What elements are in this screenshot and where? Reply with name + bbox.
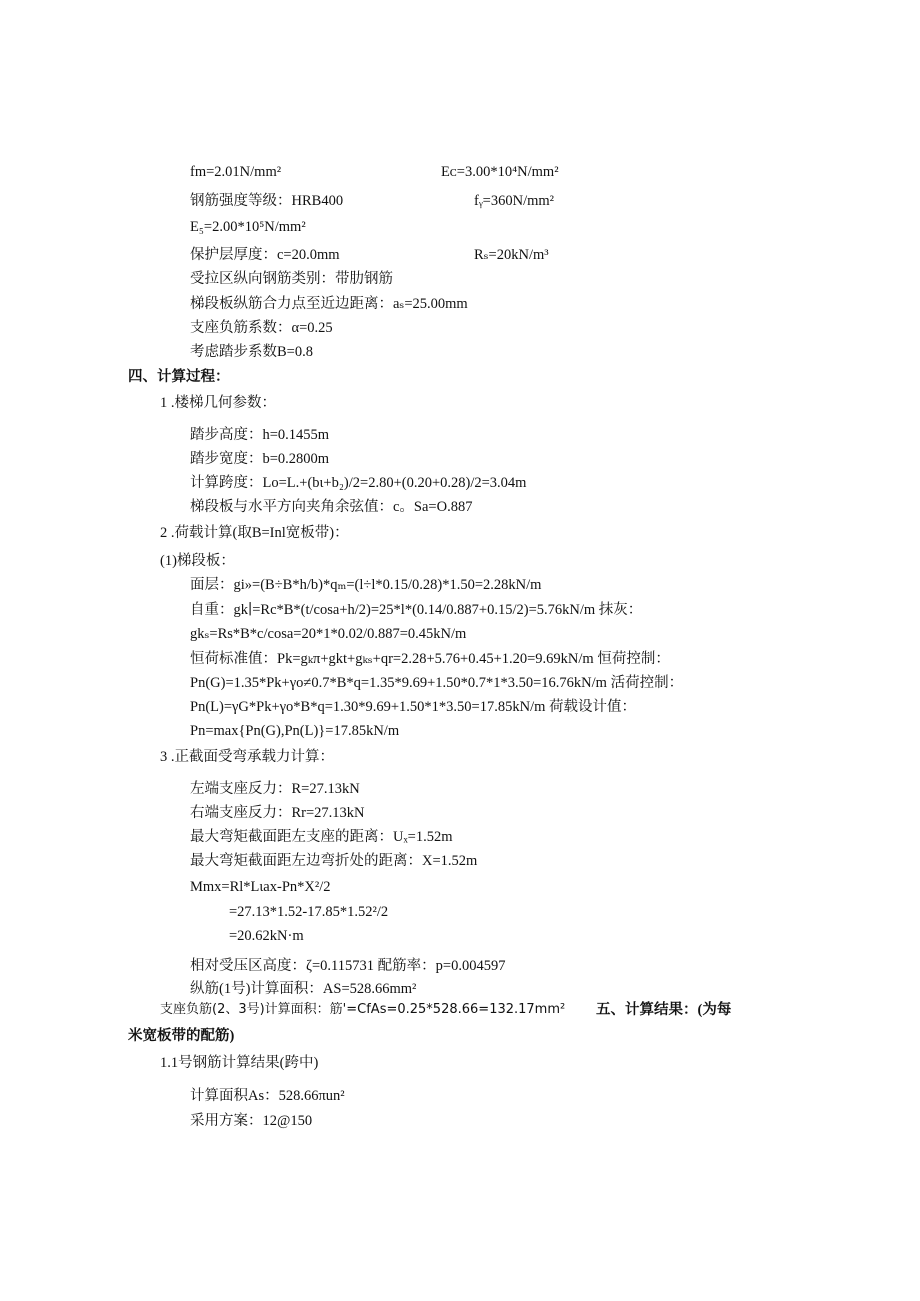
s2-plaster: gkₛ=Rs*B*c/cosa=20*1*0.02/0.887=0.45kN/m (190, 626, 467, 642)
s3-reaction-left: 左端支座反力：R=27.13kN (190, 781, 360, 797)
param-rs: Rₛ=20kN/m³ (474, 247, 549, 263)
s3-as1: 纵筋(1号)计算面积：AS=528.66mm² (190, 981, 417, 997)
s2-pn: Pn=max{Pn(G),Pn(L)}=17.85kN/m (190, 723, 400, 739)
s3-x: 最大弯矩截面距左边弯折处的距离：X=1.52m (190, 853, 478, 869)
section5-heading-a: 五、计算结果：(为每 (596, 1002, 732, 1018)
param-support-coef: 支座负筋系数：α=0.25 (190, 320, 333, 336)
s3-mmx3: =20.62kN·m (229, 928, 304, 944)
s1-step-width: 踏步宽度：b=0.2800m (190, 451, 330, 467)
s3-as23: 支座负筋(2、3号)计算面积：筋'=CfAs=0.25*528.66=132.17mm² (160, 1002, 566, 1017)
param-fm: fm=2.01N/mm² (190, 164, 282, 180)
s2-title: 2 .荷载计算(取B=Inl宽板带)： (160, 525, 349, 541)
r1-scheme: 采用方案：12@150 (190, 1113, 313, 1129)
s3-ux: 最大弯矩截面距左支座的距离：Uₓ=1.52m (190, 829, 453, 845)
s1-cos: 梯段板与水平方向夹角余弦值：c。Sa=O.887 (190, 499, 473, 515)
param-ec: Eᴄ=3.00*10⁴N/mm² (441, 164, 559, 180)
s1-step-height: 踏步高度：h=0.1455m (190, 427, 330, 443)
s2-self: 自重：gk∣=Rc*B*(t/cosa+h/2)=25*l*(0.14/0.887+0.15/2)=5.76kN/m 抹灰： (190, 602, 643, 618)
param-step-coef: 考虑踏步系数B=0.8 (190, 344, 313, 360)
s3-reaction-right: 右端支座反力：Rr=27.13kN (190, 805, 365, 821)
s3-title: 3 .正截面受弯承载力计算： (160, 749, 334, 765)
section4-heading: 四、计算过程： (128, 369, 230, 385)
s2-dead: 恒荷标准值：Pk=gₖπ+gkt+gₖₛ+qr=2.28+5.76+0.45+1.20=9.69kN/m 恒荷控制： (190, 651, 670, 667)
param-cover: 保护层厚度：c=20.0mm (190, 247, 340, 263)
s2-surface: 面层：gi»=(B÷B*h/b)*qₘ=(l÷l*0.15/0.28)*1.50=2.28kN/m (190, 577, 542, 593)
s1-title: 1 .楼梯几何参数： (160, 395, 276, 411)
s3-mmx2: =27.13*1.52-17.85*1.52²/2 (229, 904, 389, 920)
section5-heading-b: 米宽板带的配筋) (128, 1028, 235, 1044)
s1-span: 计算跨度：Lo=L.+(bι+b₂)/2=2.80+(0.20+0.28)/2=3.04m (190, 475, 527, 491)
r1-area: 计算面积As：528.66πun² (190, 1088, 345, 1104)
param-fy: fᵧ=360N/mm² (474, 193, 555, 209)
param-as-distance: 梯段板纵筋合力点至近边距离：aₛ=25.00mm (190, 296, 468, 312)
r1-title: 1.1号钢筋计算结果(跨中) (160, 1055, 319, 1071)
s3-mmx: Mmx=Rl*Lιax-Pn*X²/2 (190, 879, 331, 895)
param-es: E₅=2.00*10⁵N/mm² (190, 219, 306, 235)
s2-pn-l: Pn(L)=γG*Pk+γo*B*q=1.30*9.69+1.50*1*3.50=17.85kN/m 荷载设计值： (190, 699, 637, 715)
s2-sub: (1)梯段板： (160, 553, 235, 569)
s3-zeta: 相对受压区高度：ζ=0.115731 配筋率：p=0.004597 (190, 958, 506, 974)
param-rebar-grade: 钢筋强度等级：HRB400 (190, 193, 344, 209)
param-rebar-type: 受拉区纵向钢筋类别：带肋钢筋 (190, 271, 393, 287)
s2-pn-g: Pn(G)=1.35*Pk+γo≠0.7*B*q=1.35*9.69+1.50*0.7*1*3.50=16.76kN/m 活荷控制： (190, 675, 684, 691)
